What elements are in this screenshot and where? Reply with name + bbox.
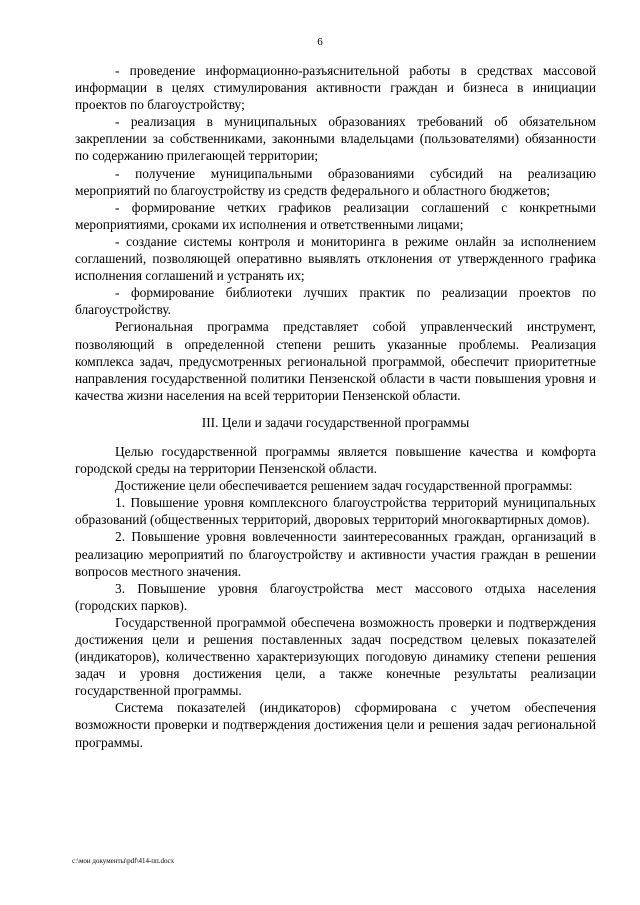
bullet-paragraph: - получение муниципальными образованиями субсидий на реализацию мероприятий по благоустройству из средств федерального и областного бюджетов; xyxy=(75,165,596,198)
document-body xyxy=(75,62,596,751)
bullet-paragraph: - реализация в муниципальных образованиях требований об обязательном закреплении за собственниками, законными владельцами (пользователями) обязанности по содержанию прилегающей территории; xyxy=(75,114,596,164)
numbered-paragraph: 2. Повышение уровня вовлеченности заинтересованных граждан, организаций в реализацию мероприятий по благоустройству и активности участия граждан в решении вопросов местного значения. xyxy=(75,529,596,579)
body-paragraph: Достижение цели обеспечивается решением задач государственной программы: xyxy=(115,478,573,494)
body-paragraph: Целью государственной программы является повышение качества и комфорта городской среды на территории Пензенской области. xyxy=(75,443,596,477)
body-paragraph: Система показателей (индикаторов) сформирована с учетом обеспечения возможности проверки и подтверждения достижения цели и решения задач региональной программы. xyxy=(75,700,596,750)
body-paragraph: Государственной программой обеспечена возможность проверки и подтверждения достижения цели и решения поставленных задач посредством целевых показателей (индикаторов), количественно характеризующих погодовую динамику степени решения задач и уровня достижения цели, а также конечные результаты реализации государственной программы. xyxy=(75,614,596,699)
page-number: 6 xyxy=(317,36,323,48)
bullet-paragraph: - формирование библиотеки лучших практик по реализации проектов по благоустройству. xyxy=(75,285,596,318)
bullet-paragraph: - проведение информационно-разъяснительной работы в средствах массовой информации в целях стимулирования активности граждан и бизнеса в инициации проектов по благоустройству; xyxy=(75,63,596,113)
body-paragraph: Региональная программа представляет собой управленческий инструмент, позволяющий в определенной степени решить указанные проблемы. Реализация комплекса задач, предусмотренных региональной программой, обеспечит приоритетные направления государственной политики Пензенской области в части повышения уровня и качества жизни населения на всей территории Пензенской области. xyxy=(75,319,596,403)
bullet-paragraph: - формирование четких графиков реализации соглашений с конкретными мероприятиями, сроками их исполнения и ответственными лицами; xyxy=(75,199,596,232)
section-heading: III. Цели и задачи государственной программы xyxy=(201,414,470,430)
numbered-paragraph: 1. Повышение уровня комплексного благоустройства территорий муниципальных образований (общественных территорий, дворовых территорий многоквартирных домов). xyxy=(75,495,596,528)
bullet-paragraph: - создание системы контроля и мониторинга в режиме онлайн за исполнением соглашений, позволяющей оперативно выявлять отклонения от утвержденного графика исполнения соглашений и устранять их; xyxy=(75,233,596,284)
footer-file-path: c:\мои документы\pdf\414-пп.docx xyxy=(72,857,175,865)
numbered-paragraph: 3. Повышение уровня благоустройства мест массового отдыха населения (городских парков). xyxy=(75,580,596,613)
